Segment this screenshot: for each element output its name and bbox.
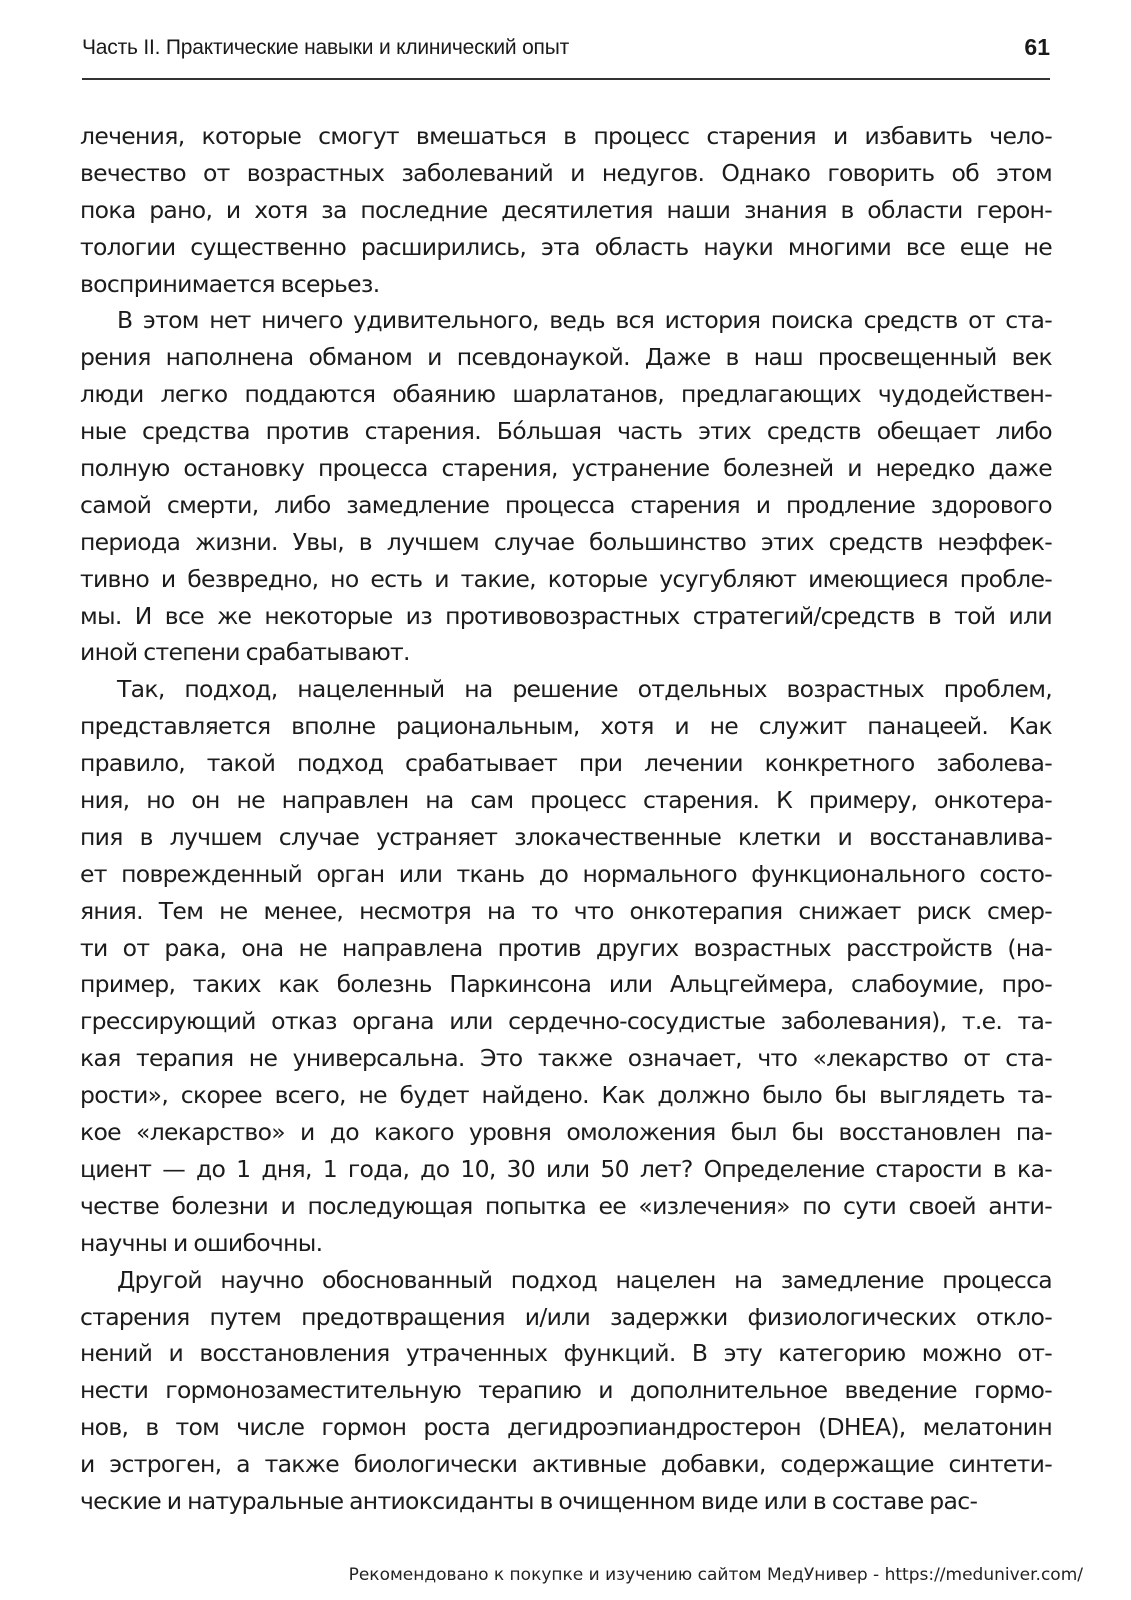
footer-recommendation: Рекомендовано к покупке и изучению сайтом МедУнивер - https://meduniver.com/ (348, 1565, 1083, 1585)
text-line: грессирующий отказ органа или сердечно-сосудистые заболевания), т.е. та- (80, 1007, 1052, 1036)
text-line: вечество от возрастных заболеваний и недугов. Однако говорить об этом (80, 158, 1052, 187)
text-line: периода жизни. Увы, в лучшем случае большинство этих средств неэффек- (80, 527, 1052, 556)
text-line: воспринимается всерьез. (80, 269, 380, 298)
text-line: правило, такой подход срабатывает при лечении конкретного заболева- (80, 749, 1052, 778)
text-line: Другой научно обоснованный подход нацелен на замедление процесса (117, 1265, 1052, 1294)
text-line: ти от рака, она не направлена против других возрастных расстройств (на- (80, 933, 1052, 962)
text-line: научны и ошибочны. (80, 1228, 323, 1257)
text-line: Так, подход, нацеленный на решение отдельных возрастных проблем, (117, 675, 1052, 704)
text-line: мы. И все же некоторые из противовозрастных стратегий/средств в той или (80, 601, 1052, 630)
text-line: пока рано, и хотя за последние десятилетия наши знания в области герон- (80, 195, 1052, 224)
text-line: и эстроген, а также биологически активные добавки, содержащие синтети- (80, 1450, 1052, 1479)
text-line: нести гормонозаместительную терапию и дополнительное введение гормо- (80, 1376, 1052, 1405)
text-line: В этом нет ничего удивительного, ведь вся история поиска средств от ста- (117, 306, 1052, 335)
text-line: рости», скорее всего, не будет найдено. Как должно было бы выглядеть та- (80, 1081, 1052, 1110)
text-line: ческие и натуральные антиоксиданты в очищенном виде или в составе рас- (80, 1486, 978, 1515)
paragraph (80, 671, 1052, 1261)
text-line: ет поврежденный орган или ткань до нормального функционального состо- (80, 859, 1052, 888)
text-line: честве болезни и последующая попытка ее «излечения» по сути своей анти- (80, 1191, 1052, 1220)
text-line: люди легко поддаются обаянию шарлатанов, предлагающих чудодействен- (80, 380, 1052, 409)
text-line: циент — до 1 дня, 1 года, до 10, 30 или 50 лет? Определение старости в ка- (80, 1154, 1052, 1183)
text-line: самой смерти, либо замедление процесса старения и продление здорового (80, 490, 1052, 519)
page-number: 61 (1024, 34, 1050, 60)
text-line: представляется вполне рациональным, хотя и не служит панацеей. Как (80, 712, 1052, 741)
text-line: полную остановку процесса старения, устранение болезней и нередко даже (80, 454, 1052, 483)
text-line: кое «лекарство» и до какого уровня омоложения был бы восстановлен па- (80, 1118, 1052, 1147)
text-line: яния. Тем не менее, несмотря на то что онкотерапия снижает риск смер- (80, 896, 1052, 925)
body-text (80, 118, 1052, 1520)
text-line: ные средства против старения. Бóльшая часть этих средств обещает либо (80, 417, 1052, 446)
text-line: нов, в том числе гормон роста дегидроэпиандростерон (DHEA), мелатонин (80, 1413, 1052, 1442)
text-line: старения путем предотвращения и/или задержки физиологических откло- (80, 1302, 1052, 1331)
header-divider (82, 78, 1050, 80)
text-line: тологии существенно расширились, эта область науки многими все еще не (80, 232, 1052, 261)
text-line: тивно и безвредно, но есть и такие, которые усугубляют имеющиеся пробле- (80, 564, 1052, 593)
paragraph (80, 118, 1052, 302)
paragraph (80, 1262, 1052, 1520)
text-line: пия в лучшем случае устраняет злокачественные клетки и восстанавлива- (80, 822, 1052, 851)
paragraph (80, 302, 1052, 671)
text-line: пример, таких как болезнь Паркинсона или Альцгеймера, слабоумие, про- (80, 970, 1052, 999)
text-line: кая терапия не универсальна. Это также означает, что «лекарство от ста- (80, 1044, 1052, 1073)
text-line: рения наполнена обманом и псевдонаукой. Даже в наш просвещенный век (80, 343, 1052, 372)
running-header-title: Часть II. Практические навыки и клинический опыт (82, 36, 570, 59)
page-header (82, 30, 1050, 70)
text-line: ния, но он не направлен на сам процесс старения. К примеру, онкотера- (80, 786, 1052, 815)
text-line: нений и восстановления утраченных функций. В эту категорию можно от- (80, 1339, 1052, 1368)
text-line: иной степени срабатывают. (80, 638, 410, 667)
text-line: лечения, которые смогут вмешаться в процесс старения и избавить чело- (80, 122, 1052, 150)
